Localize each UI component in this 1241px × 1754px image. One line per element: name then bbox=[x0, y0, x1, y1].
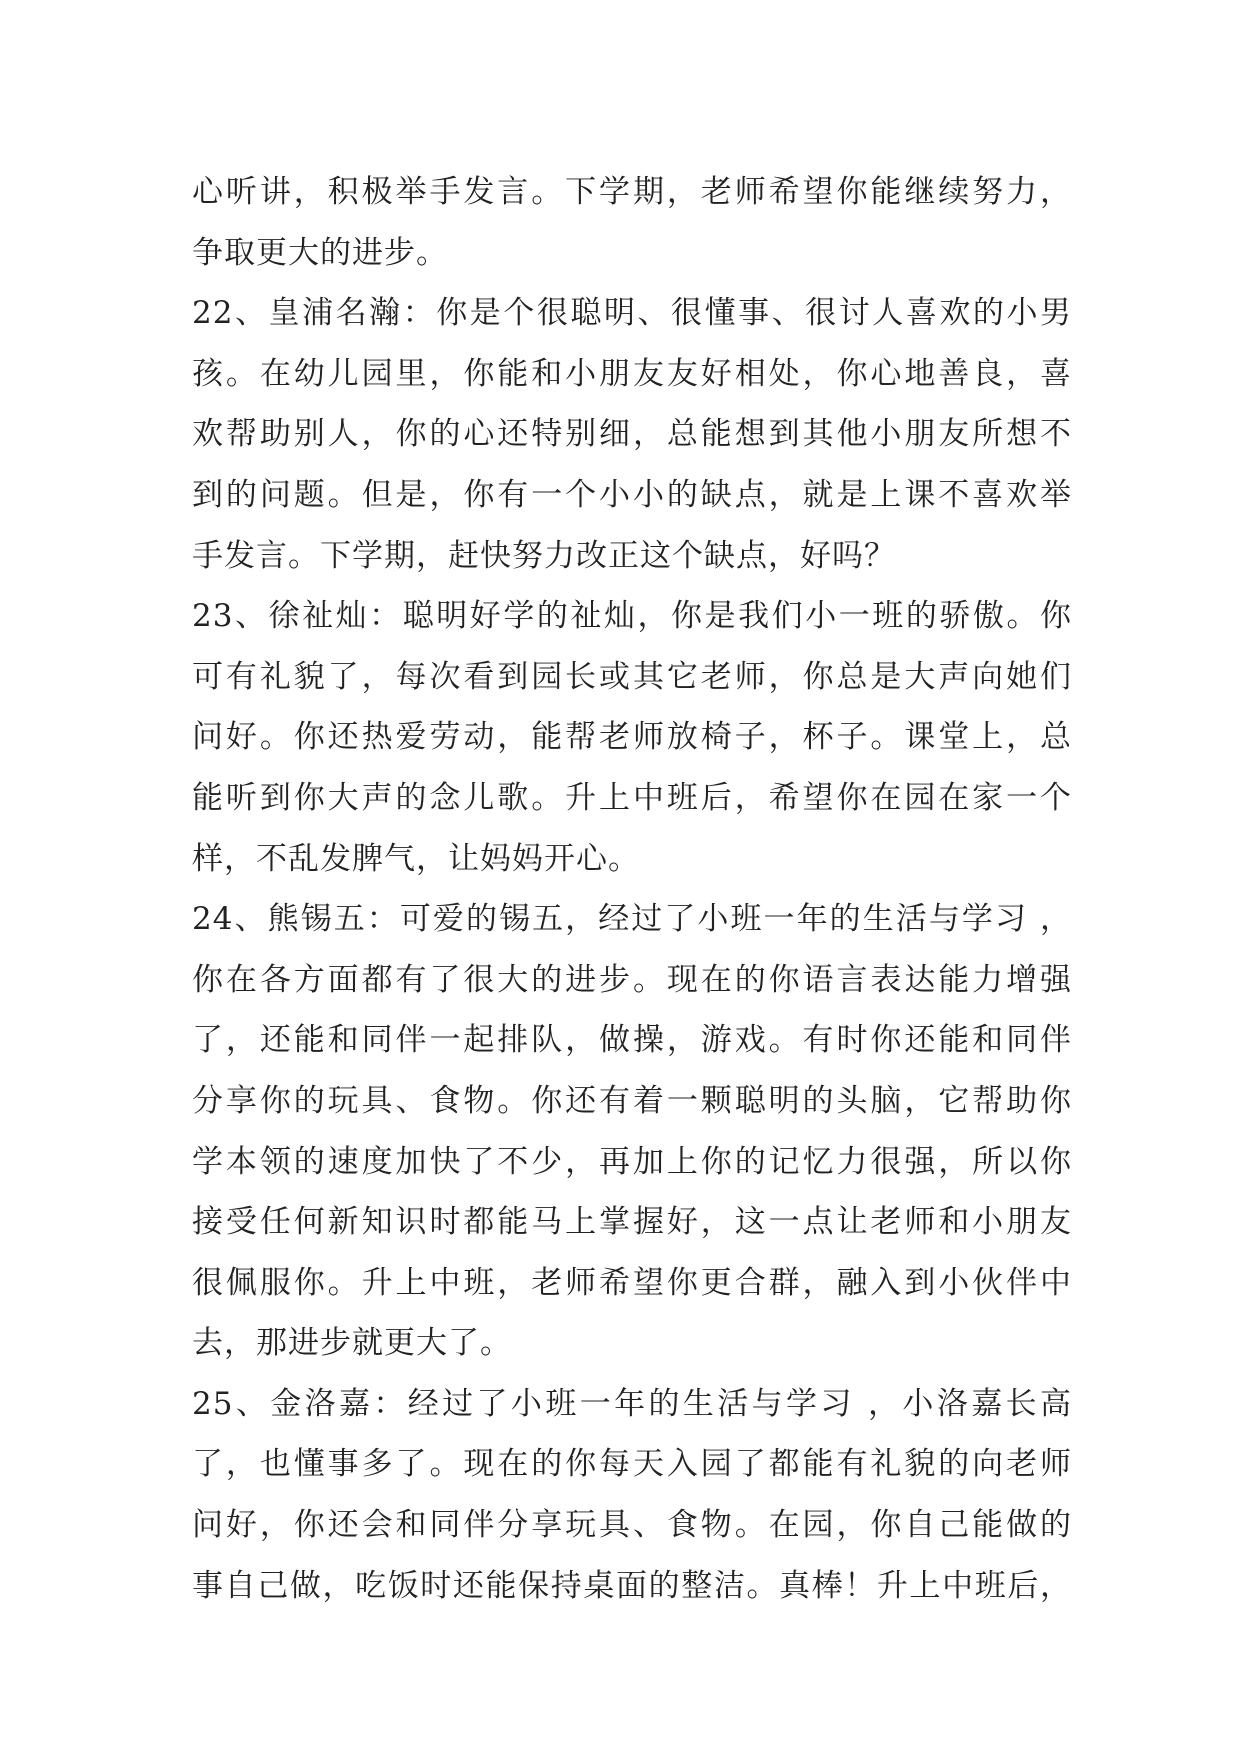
text-line: 24、熊锡五：可爱的锡五，经过了小班一年的生活与学习 ， bbox=[192, 901, 1072, 938]
text-line: 争取更大的进步。 bbox=[192, 234, 448, 271]
text-line: 问好，你还会和同伴分享玩具、食物。在园，你自己能做的 bbox=[192, 1507, 1072, 1544]
text-line: 欢帮助别人，你的心还特别细，总能想到其他小朋友所想不 bbox=[192, 416, 1072, 453]
text-line: 23、徐祉灿：聪明好学的祉灿，你是我们小一班的骄傲。你 bbox=[192, 598, 1072, 635]
text-line: 事自己做，吃饭时还能保持桌面的整洁。真棒！升上中班后， bbox=[192, 1567, 1072, 1604]
text-line: 了，也懂事多了。现在的你每天入园了都能有礼貌的向老师 bbox=[192, 1446, 1072, 1483]
text-line: 了，还能和同伴一起排队，做操，游戏。有时你还能和同伴 bbox=[192, 1022, 1072, 1059]
text-line: 能听到你大声的念儿歌。升上中班后，希望你在园在家一个 bbox=[192, 779, 1072, 816]
text-line: 22、皇浦名瀚：你是个很聪明、很懂事、很讨人喜欢的小男 bbox=[192, 295, 1072, 332]
text-line: 手发言。下学期，赶快努力改正这个缺点，好吗？ bbox=[192, 537, 896, 574]
text-line: 去，那进步就更大了。 bbox=[192, 1325, 512, 1362]
text-line: 25、金洛嘉：经过了小班一年的生活与学习 ，小洛嘉长高 bbox=[192, 1385, 1072, 1422]
text-line: 问好。你还热爱劳动，能帮老师放椅子，杯子。课堂上，总 bbox=[192, 719, 1072, 756]
text-line: 学本领的速度加快了不少，再加上你的记忆力很强，所以你 bbox=[192, 1143, 1072, 1180]
text-line: 接受任何新知识时都能马上掌握好，这一点让老师和小朋友 bbox=[192, 1204, 1072, 1241]
text-line: 可有礼貌了，每次看到园长或其它老师，你总是大声向她们 bbox=[192, 658, 1072, 695]
text-line: 到的问题。但是，你有一个小小的缺点，就是上课不喜欢举 bbox=[192, 476, 1072, 513]
text-line: 分享你的玩具、食物。你还有着一颗聪明的头脑，它帮助你 bbox=[192, 1082, 1072, 1119]
text-line: 心听讲，积极举手发言。下学期，老师希望你能继续努力， bbox=[192, 174, 1072, 210]
text-line: 孩。在幼儿园里，你能和小朋友友好相处，你心地善良，喜 bbox=[192, 355, 1072, 392]
text-line: 你在各方面都有了很大的进步。现在的你语言表达能力增强 bbox=[192, 961, 1072, 998]
body-text bbox=[192, 162, 1072, 1616]
text-line: 样，不乱发脾气，让妈妈开心。 bbox=[192, 840, 640, 877]
text-line: 很佩服你。升上中班，老师希望你更合群，融入到小伙伴中 bbox=[192, 1264, 1072, 1301]
